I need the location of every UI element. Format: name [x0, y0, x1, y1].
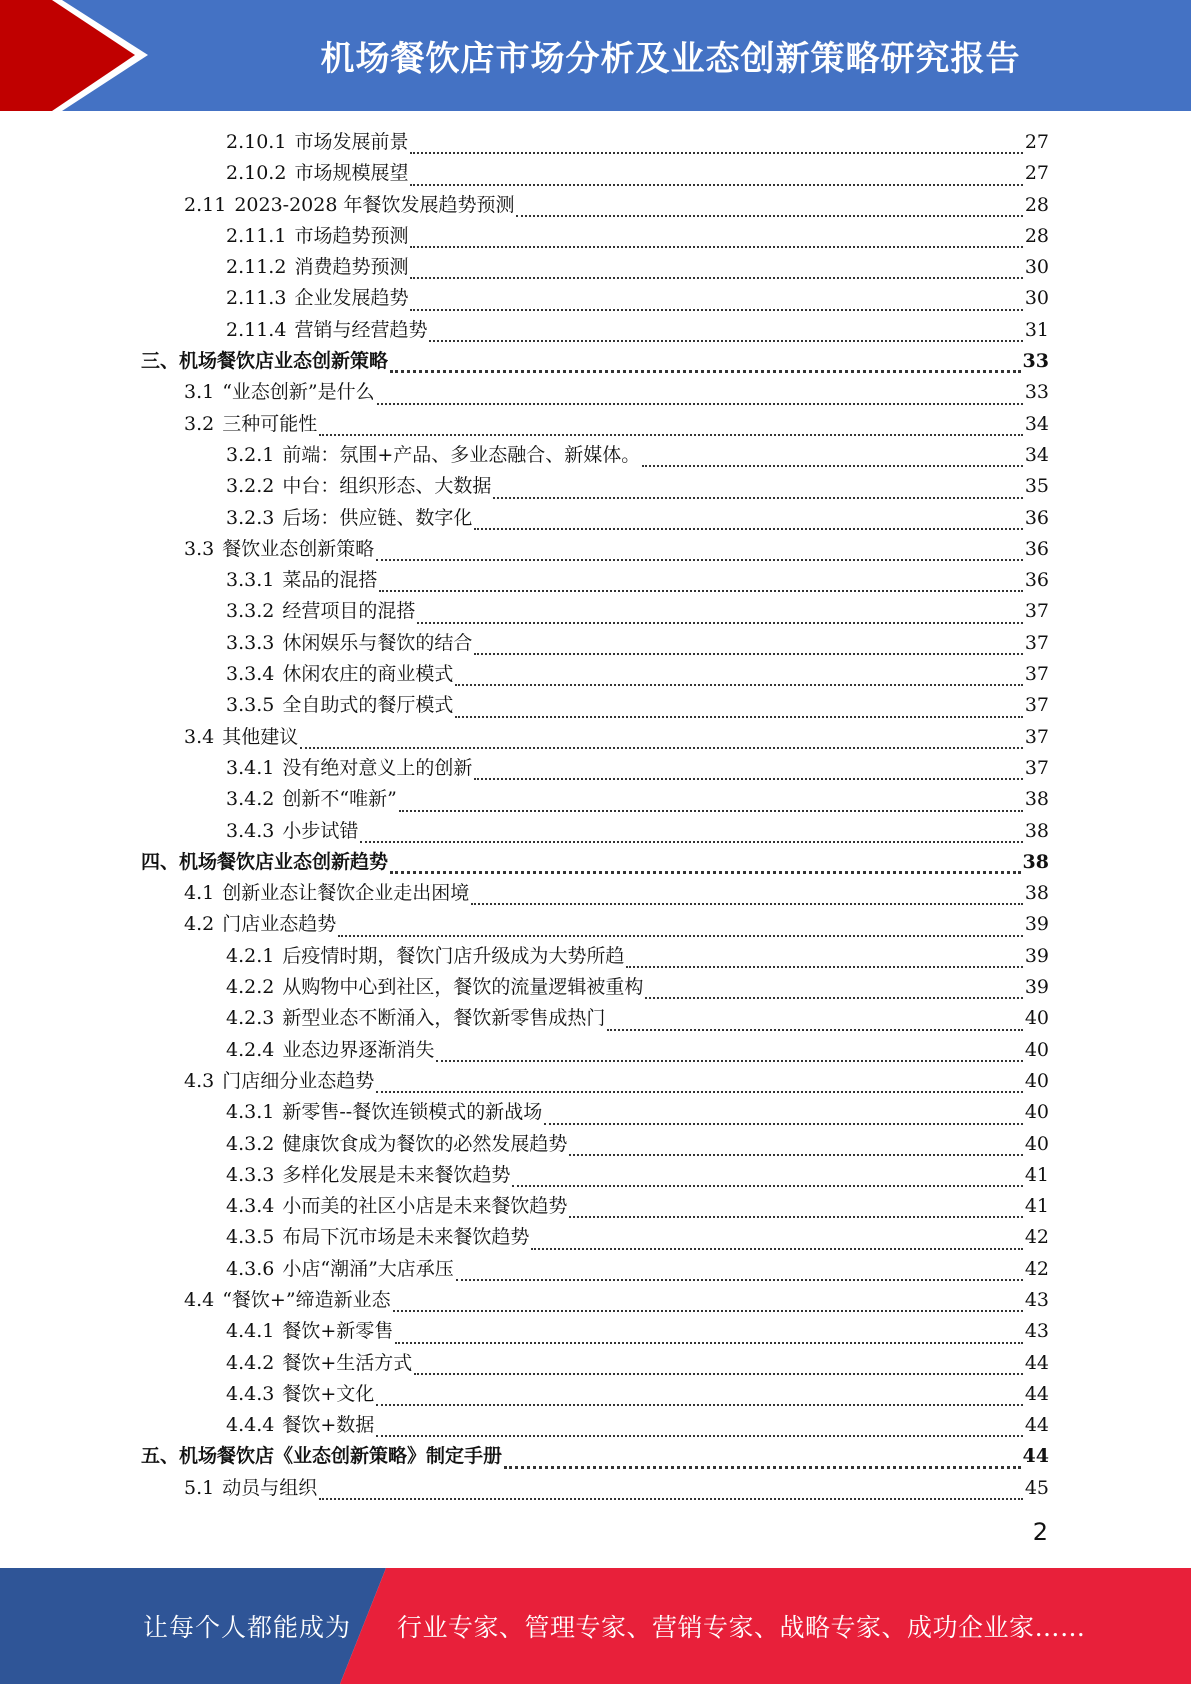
toc-entry[interactable] — [141, 1191, 1049, 1222]
toc-entry-page: 27 — [1024, 131, 1049, 153]
toc-entry[interactable] — [141, 565, 1049, 596]
toc-entry[interactable] — [141, 440, 1049, 471]
toc-dot-leader — [319, 426, 1023, 436]
toc-dot-leader — [410, 269, 1022, 279]
toc-entry[interactable] — [141, 1097, 1049, 1128]
toc-entry[interactable] — [141, 1473, 1049, 1504]
toc-entry-title: 三种可能性 — [222, 412, 318, 435]
toc-entry-page: 38 — [1022, 850, 1049, 873]
toc-entry-page: 37 — [1024, 663, 1049, 686]
toc-entry[interactable] — [141, 878, 1049, 909]
toc-entry[interactable] — [141, 315, 1049, 346]
toc-entry-title: 2023-2028 年餐饮发展趋势预测 — [234, 193, 515, 216]
toc-entry-number: 4.4 — [184, 1288, 215, 1311]
toc-entry-page: 41 — [1024, 1195, 1049, 1218]
toc-entry-page: 40 — [1024, 1038, 1049, 1061]
toc-entry-title: 布局下沉市场是未来餐饮趋势 — [282, 1226, 530, 1249]
toc-dot-leader — [645, 989, 1022, 999]
toc-entry-title: 市场规模展望 — [294, 162, 409, 185]
toc-entry-number: 3.2.1 — [226, 443, 275, 466]
toc-entry[interactable] — [141, 816, 1049, 847]
toc-dot-leader — [410, 176, 1022, 186]
toc-entry[interactable] — [141, 1285, 1049, 1316]
toc-entry-title: 新零售--餐饮连锁模式的新战场 — [282, 1101, 543, 1124]
toc-entry-page: 38 — [1024, 819, 1049, 842]
toc-entry[interactable] — [141, 847, 1049, 878]
header-arrow-decoration — [0, 0, 160, 111]
toc-entry-page: 33 — [1024, 381, 1049, 404]
toc-entry-number: 4.3.5 — [226, 1226, 275, 1249]
toc-entry-title: 三、机场餐饮店业态创新策略 — [141, 350, 389, 373]
toc-entry-number: 2.11.4 — [226, 318, 287, 341]
toc-dot-leader — [390, 362, 1021, 373]
toc-entry[interactable] — [141, 596, 1049, 627]
toc-entry-page: 44 — [1022, 1445, 1049, 1468]
toc-entry-page: 37 — [1024, 694, 1049, 717]
footer-banner — [0, 1568, 1191, 1684]
toc-entry[interactable] — [141, 1379, 1049, 1410]
toc-entry-page: 40 — [1024, 1101, 1049, 1124]
toc-entry[interactable] — [141, 1129, 1049, 1160]
toc-entry-number: 3.4.1 — [226, 756, 275, 779]
toc-entry-title: 全自助式的餐厅模式 — [282, 694, 454, 717]
toc-entry[interactable] — [141, 1316, 1049, 1347]
toc-entry-page: 37 — [1024, 756, 1049, 779]
toc-entry[interactable] — [141, 972, 1049, 1003]
toc-entry-number: 4.3.4 — [226, 1195, 275, 1218]
toc-entry[interactable] — [141, 1066, 1049, 1097]
toc-entry-title: 小店“潮涌”大店承压 — [282, 1257, 454, 1280]
toc-entry-page: 36 — [1024, 569, 1049, 592]
toc-entry[interactable] — [141, 283, 1049, 314]
toc-entry-title: 企业发展趋势 — [294, 287, 409, 310]
toc-entry-title: 四、机场餐饮店业态创新趋势 — [141, 850, 389, 873]
toc-entry-title: 休闲娱乐与餐饮的结合 — [282, 631, 473, 654]
toc-dot-leader — [410, 301, 1022, 311]
toc-entry-title: 新型业态不断涌入，餐饮新零售成热门 — [282, 1007, 606, 1030]
toc-dot-leader — [455, 708, 1022, 718]
toc-entry-page: 42 — [1024, 1226, 1049, 1249]
toc-entry-number: 3.3.1 — [226, 569, 275, 592]
document-title: 机场餐饮店市场分析及业态创新策略研究报告 — [320, 39, 1021, 79]
toc-entry-number: 3.2 — [184, 412, 215, 435]
toc-entry[interactable] — [141, 784, 1049, 815]
toc-entry-page: 27 — [1024, 162, 1049, 185]
toc-entry-page: 39 — [1024, 976, 1049, 999]
toc-entry-page: 38 — [1024, 788, 1049, 811]
toc-entry[interactable] — [141, 1222, 1049, 1253]
toc-entry-title: 其他建议 — [222, 725, 299, 748]
toc-entry-title: 健康饮食成为餐饮的必然发展趋势 — [282, 1132, 568, 1155]
toc-dot-leader — [300, 739, 1023, 749]
toc-entry-page: 33 — [1022, 350, 1049, 373]
footer-slogan-left: 让每个人都能成为 — [143, 1613, 352, 1642]
toc-entry[interactable] — [141, 377, 1049, 408]
toc-entry[interactable] — [141, 1348, 1049, 1379]
toc-dot-leader — [455, 676, 1022, 686]
toc-dot-leader — [456, 1271, 1023, 1281]
toc-entry-number: 3.3.5 — [226, 694, 275, 717]
toc-entry[interactable] — [141, 909, 1049, 940]
toc-entry-title: 小步试错 — [282, 819, 359, 842]
toc-entry-number: 4.4.3 — [226, 1382, 275, 1405]
toc-entry-page: 44 — [1024, 1414, 1049, 1437]
toc-entry[interactable] — [141, 158, 1049, 189]
toc-entry-number: 4.4.4 — [226, 1414, 275, 1437]
toc-dot-leader — [338, 927, 1023, 937]
table-of-contents — [141, 127, 1049, 1504]
toc-entry[interactable] — [141, 1003, 1049, 1034]
toc-entry-title: 休闲农庄的商业模式 — [282, 663, 454, 686]
toc-dot-leader — [516, 207, 1022, 217]
toc-entry-page: 37 — [1024, 725, 1049, 748]
toc-entry-page: 34 — [1024, 443, 1049, 466]
toc-entry-title: “业态创新”是什么 — [222, 381, 375, 404]
toc-entry-number: 3.3 — [184, 537, 215, 560]
toc-dot-leader — [504, 1458, 1021, 1469]
toc-entry-page: 28 — [1024, 224, 1049, 247]
header-bar — [0, 0, 1191, 111]
toc-dot-leader — [390, 863, 1021, 874]
toc-entry[interactable] — [141, 127, 1049, 158]
toc-entry-number: 4.2.1 — [226, 944, 275, 967]
toc-entry-number: 3.4 — [184, 725, 215, 748]
toc-entry-number: 4.3.1 — [226, 1101, 275, 1124]
toc-entry-title: 餐饮+新零售 — [282, 1320, 394, 1343]
toc-entry-page: 38 — [1024, 882, 1049, 905]
toc-entry[interactable] — [141, 1441, 1049, 1472]
toc-entry-page: 41 — [1024, 1163, 1049, 1186]
toc-entry[interactable] — [141, 252, 1049, 283]
toc-dot-leader — [376, 1083, 1023, 1093]
toc-entry-title: 创新不“唯新” — [282, 788, 397, 811]
toc-entry[interactable] — [141, 409, 1049, 440]
toc-dot-leader — [393, 1302, 1023, 1312]
toc-entry-title: 动员与组织 — [222, 1476, 318, 1499]
toc-entry-number: 4.3.6 — [226, 1257, 275, 1280]
toc-entry-title: 市场发展前景 — [294, 131, 409, 153]
toc-dot-leader — [607, 1021, 1022, 1031]
toc-dot-leader — [474, 770, 1022, 780]
toc-entry-number: 4.3.3 — [226, 1163, 275, 1186]
toc-dot-leader — [429, 332, 1022, 342]
toc-entry-page: 43 — [1024, 1288, 1049, 1311]
toc-entry-title: 餐饮业态创新策略 — [222, 537, 375, 560]
toc-dot-leader — [569, 1146, 1022, 1156]
toc-entry-title: 门店细分业态趋势 — [222, 1069, 375, 1092]
toc-entry-page: 40 — [1024, 1132, 1049, 1155]
toc-entry-title: 后疫情时期，餐饮门店升级成为大势所趋 — [282, 944, 625, 967]
toc-entry[interactable] — [141, 690, 1049, 721]
toc-entry-number: 2.11 — [184, 193, 227, 216]
toc-entry-title: 没有绝对意义上的创新 — [282, 756, 473, 779]
toc-entry[interactable] — [141, 1160, 1049, 1191]
toc-dot-leader — [379, 582, 1022, 592]
toc-entry-title: 创新业态让餐饮企业走出困境 — [222, 882, 470, 905]
toc-entry-page: 30 — [1024, 256, 1049, 279]
toc-entry[interactable] — [141, 221, 1049, 252]
toc-dot-leader — [642, 457, 1023, 467]
toc-entry-title: 营销与经营趋势 — [294, 318, 428, 341]
toc-entry-number: 4.4.1 — [226, 1320, 275, 1343]
page-number: 2 — [1032, 1518, 1048, 1546]
toc-entry-title: 菜品的混搭 — [282, 569, 378, 592]
toc-dot-leader — [474, 520, 1022, 530]
toc-entry[interactable] — [141, 941, 1049, 972]
toc-entry-title: 中台：组织形态、大数据 — [282, 475, 492, 498]
toc-entry-page: 28 — [1024, 193, 1049, 216]
toc-entry[interactable] — [141, 534, 1049, 565]
toc-entry-title: 门店业态趋势 — [222, 913, 337, 936]
toc-entry[interactable] — [141, 190, 1049, 221]
toc-entry-number: 4.2 — [184, 913, 215, 936]
toc-entry-number: 3.3.4 — [226, 663, 275, 686]
toc-entry-title: 餐饮+数据 — [282, 1414, 375, 1437]
toc-entry-number: 4.2.3 — [226, 1007, 275, 1030]
toc-entry-number: 3.1 — [184, 381, 215, 404]
toc-entry-number: 4.3 — [184, 1069, 215, 1092]
toc-dot-leader — [376, 551, 1023, 561]
toc-dot-leader — [531, 1240, 1022, 1250]
toc-entry-number: 2.11.1 — [226, 224, 287, 247]
toc-entry-page: 37 — [1024, 600, 1049, 623]
toc-entry-title: 小而美的社区小店是未来餐饮趋势 — [282, 1195, 568, 1218]
toc-entry-number: 4.4.2 — [226, 1351, 275, 1374]
toc-entry-number: 3.3.2 — [226, 600, 275, 623]
toc-entry-number: 2.11.3 — [226, 287, 287, 310]
toc-entry-title: 餐饮+文化 — [282, 1382, 375, 1405]
toc-dot-leader — [319, 1490, 1023, 1500]
toc-entry-title: 市场趋势预测 — [294, 224, 409, 247]
toc-entry-title: “餐饮+”缔造新业态 — [222, 1288, 391, 1311]
toc-entry-title: 多样化发展是未来餐饮趋势 — [282, 1163, 511, 1186]
toc-entry-title: 从购物中心到社区，餐饮的流量逻辑被重构 — [282, 976, 644, 999]
toc-dot-leader — [417, 614, 1022, 624]
toc-entry-page: 35 — [1024, 475, 1049, 498]
toc-entry-page: 42 — [1024, 1257, 1049, 1280]
toc-dot-leader — [377, 395, 1023, 405]
toc-entry[interactable] — [141, 753, 1049, 784]
toc-entry[interactable] — [141, 722, 1049, 753]
footer-slogan-right: 行业专家、管理专家、营销专家、战略专家、成功企业家…… — [397, 1613, 1086, 1642]
toc-entry-number: 4.2.4 — [226, 1038, 275, 1061]
toc-dot-leader — [360, 833, 1022, 843]
toc-dot-leader — [569, 1208, 1022, 1218]
toc-entry-title: 餐饮+生活方式 — [282, 1351, 413, 1374]
toc-entry-number: 4.1 — [184, 882, 215, 905]
toc-entry-page: 40 — [1024, 1007, 1049, 1030]
toc-entry-page: 44 — [1024, 1382, 1049, 1405]
toc-entry[interactable] — [141, 471, 1049, 502]
toc-entry[interactable] — [141, 1254, 1049, 1285]
toc-entry[interactable] — [141, 1035, 1049, 1066]
toc-dot-leader — [474, 645, 1022, 655]
toc-entry-page: 40 — [1024, 1069, 1049, 1092]
toc-entry-number: 3.3.3 — [226, 631, 275, 654]
toc-entry-page: 39 — [1024, 944, 1049, 967]
toc-dot-leader — [414, 1365, 1023, 1375]
toc-dot-leader — [493, 489, 1022, 499]
toc-entry-title: 五、机场餐饮店《业态创新策略》制定手册 — [141, 1445, 503, 1468]
toc-entry-title: 经营项目的混搭 — [282, 600, 416, 623]
toc-entry[interactable] — [141, 1410, 1049, 1441]
toc-entry-number: 3.4.2 — [226, 788, 275, 811]
toc-entry[interactable] — [141, 503, 1049, 534]
toc-entry-number: 2.11.2 — [226, 256, 287, 279]
toc-dot-leader — [436, 1052, 1022, 1062]
toc-entry[interactable] — [141, 628, 1049, 659]
toc-entry[interactable] — [141, 346, 1049, 377]
toc-entry-number: 5.1 — [184, 1476, 215, 1499]
toc-entry-number: 3.4.3 — [226, 819, 275, 842]
toc-dot-leader — [626, 958, 1022, 968]
toc-entry-page: 34 — [1024, 412, 1049, 435]
toc-entry-page: 37 — [1024, 631, 1049, 654]
toc-entry-number: 4.3.2 — [226, 1132, 275, 1155]
toc-dot-leader — [512, 1177, 1022, 1187]
toc-entry-title: 消费趋势预测 — [294, 256, 409, 279]
toc-entry-page: 45 — [1024, 1476, 1049, 1499]
toc-dot-leader — [376, 1427, 1023, 1437]
toc-entry-title: 业态边界逐渐消失 — [282, 1038, 435, 1061]
toc-entry-number: 2.10.2 — [226, 162, 287, 185]
toc-entry[interactable] — [141, 659, 1049, 690]
toc-entry-number: 4.2.2 — [226, 976, 275, 999]
toc-dot-leader — [471, 895, 1023, 905]
toc-entry-page: 44 — [1024, 1351, 1049, 1374]
toc-entry-title: 前端：氛围+产品、多业态融合、新媒体。 — [282, 443, 641, 466]
toc-entry-page: 31 — [1024, 318, 1049, 341]
toc-entry-page: 36 — [1024, 537, 1049, 560]
toc-entry-title: 后场：供应链、数字化 — [282, 506, 473, 529]
toc-dot-leader — [410, 144, 1022, 154]
toc-dot-leader — [410, 238, 1022, 248]
toc-entry-page: 36 — [1024, 506, 1049, 529]
toc-entry-number: 2.10.1 — [226, 131, 287, 153]
toc-dot-leader — [544, 1115, 1023, 1125]
toc-entry-page: 30 — [1024, 287, 1049, 310]
toc-entry-number: 3.2.2 — [226, 475, 275, 498]
toc-entry-page: 39 — [1024, 913, 1049, 936]
toc-entry-number: 3.2.3 — [226, 506, 275, 529]
toc-dot-leader — [395, 1334, 1023, 1344]
toc-dot-leader — [376, 1396, 1023, 1406]
toc-dot-leader — [399, 802, 1023, 812]
toc-entry-page: 43 — [1024, 1320, 1049, 1343]
